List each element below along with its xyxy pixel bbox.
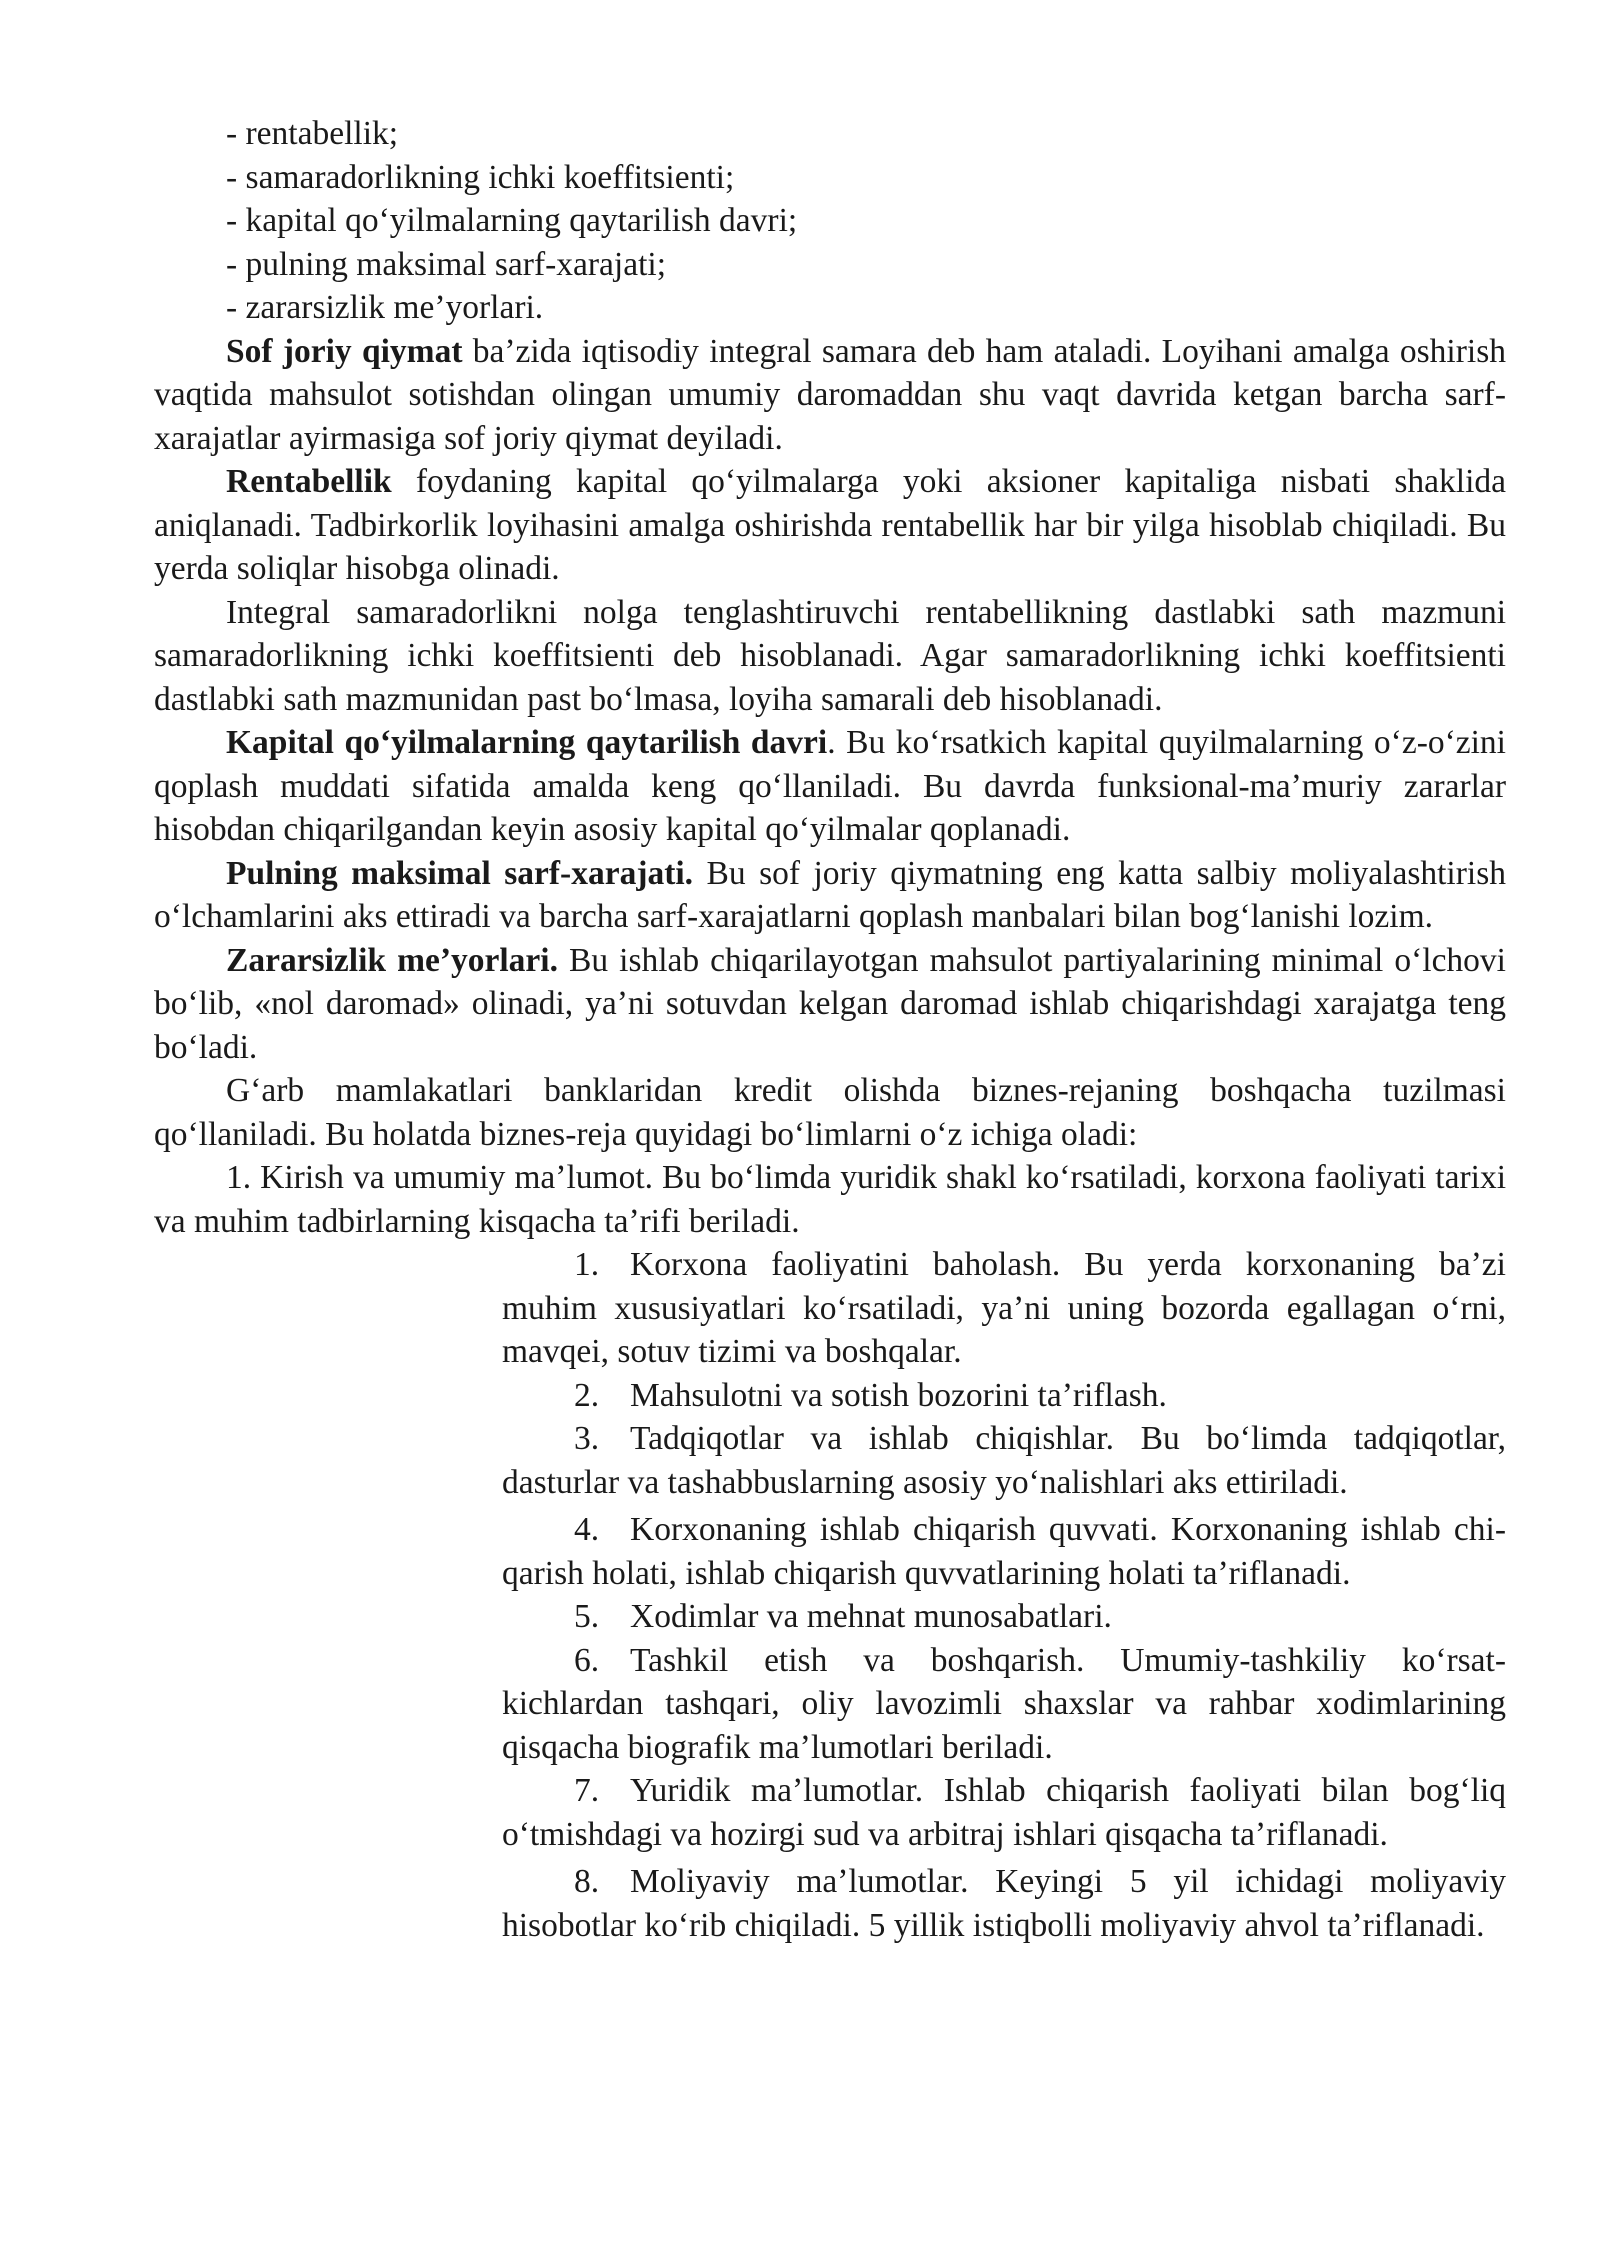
bullet-item: - samaradorlikning ichki koeffitsienti; [226, 158, 735, 196]
term-bold: Pulning maksimal sarf-xarajati. [226, 854, 694, 892]
numbered-item [502, 1417, 1506, 1504]
paragraph-integral: Integral samaradorlikni nolga tenglashtiruvchi rentabellikning dastlabki sath mazmuni samaradorlikning ichki koeffitsienti deb hisoblanadi. Agar samaradorlikning ichki koeffitsienti dastlabki sath mazmunidan past boʻlmasa, loyiha samarali deb hisoblanadi. [154, 593, 1506, 718]
item-number: 6. [574, 1641, 600, 1679]
bullet-item: - pulning maksimal sarf-xarajati; [226, 245, 667, 283]
paragraph-text: . Bu koʻrsatkich kapital quyilmalarning oʻz-oʻzini qoplash muddati sifatida amalda keng qoʻllaniladi. Bu davrda funksional-maʼmuriy zararlar hisobdan chiqarilgandan keyin asosiy kapital qoʻyilmalar qoplanadi. [154, 724, 1506, 848]
item-text: Tashkil etish va boshqarish. Umumiy-tashkiliy koʻrsat-kichlardan tashqari, oliy lavozimli shaxslar va rahbar xodimlarining qisqacha biografik maʼlumotlari beriladi. [502, 1641, 1506, 1766]
bullet-item: - kapital qoʻyilmalarning qaytarilish davri; [226, 202, 798, 239]
numbered-item [502, 1508, 1506, 1595]
item-number: 8. [574, 1863, 600, 1900]
paragraph-kapital [154, 721, 1506, 852]
item-text: Yuridik maʼlumotlar. Ishlab chiqarish faoliyati bilan bogʻliq oʻtmishdagi va hozirgi sud va arbitraj ishlari qisqacha taʼriflanadi. [502, 1772, 1506, 1853]
item-text: Tadqiqotlar va ishlab chiqishlar. Bu boʻlimda tadqiqotlar, dasturlar va tashabbuslarning asosiy yoʻnalishlari aks ettiriladi. [502, 1420, 1506, 1501]
term-bold: Rentabellik [226, 463, 392, 500]
numbered-item [502, 1860, 1506, 1947]
numbered-list [502, 1243, 1506, 1947]
term-bold: Sof joriy qiymat [226, 332, 463, 370]
numbered-item [502, 1769, 1506, 1856]
item-text: Xodimlar va mehnat munosabatlari. [630, 1598, 1112, 1635]
numbered-item [502, 1595, 1506, 1639]
item-number: 4. [574, 1511, 600, 1548]
bullet-item: - zararsizlik meʼyorlari. [226, 289, 544, 326]
paragraph-zararsizlik [154, 939, 1506, 1070]
paragraph-sof-joriy-qiymat [154, 330, 1506, 461]
paragraph-kirish: 1. Kirish va umumiy maʼlumot. Bu boʻlimda yuridik shakl koʻrsatiladi, korxona faoliyati tarixi va muhim tadbirlarning kisqacha taʼrifi beriladi. [154, 1159, 1506, 1240]
numbered-item [502, 1374, 1506, 1418]
item-number: 7. [574, 1772, 600, 1809]
paragraph-rentabellik [154, 460, 1506, 591]
document-page [154, 112, 1506, 1947]
paragraph-pulning [154, 852, 1506, 939]
paragraph-text: foydaning kapital qoʻyilmalarga yoki aksioner kapitaliga nisbati shaklida aniqlanadi. Tadbirkorlik loyihasini amalga oshirishda rentabellik har bir yilga hisoblab chiqiladi. Bu yerda soliqlar hisobga olinadi. [154, 463, 1506, 587]
item-text: Korxona faoliyatini baholash. Bu yerda korxonaning baʼzi muhim xususiyatlari koʻrsatiladi, yaʼni uning bozorda egallagan oʻrni, mavqei, sotuv tizimi va boshqalar. [502, 1246, 1506, 1370]
numbered-item [502, 1243, 1506, 1374]
item-number: 3. [574, 1420, 600, 1457]
item-number: 5. [574, 1598, 600, 1635]
bullet-item: - rentabellik; [226, 115, 399, 152]
item-text: Moliyaviy maʼlumotlar. Keyingi 5 yil ichidagi moliyaviy hisobotlar koʻrib chiqiladi. 5 yillik istiqbolli moliyaviy ahvol taʼriflanadi. [502, 1863, 1506, 1944]
item-number: 1. [574, 1246, 600, 1283]
paragraph-text: Bu ishlab chiqarilayotgan mahsulot partiyalarining minimal oʻlchovi boʻlib, «nol daromad» olinadi, yaʼni sotuvdan kelgan daromad ishlab chiqarishdagi xarajatga teng boʻladi. [154, 941, 1506, 1066]
term-bold: Kapital qoʻyilmalarning qaytarilish davri [226, 724, 828, 761]
paragraph-text: Bu sof joriy qiymatning eng katta salbiy moliyalashtirish oʻlchamlarini aks ettiradi va barcha sarf-xarajatlarni qoplash manbalari bilan bogʻlanishi lozim. [154, 854, 1506, 935]
paragraph-text: baʼzida iqtisodiy integral samara deb ham ataladi. Loyihani amalga oshirish vaqtida mahsulot sotishdan olingan umumiy daromaddan shu vaqt davrida ketgan barcha sarf-xarajatlar ayirmasiga sof joriy qiymat deyiladi. [154, 332, 1506, 457]
paragraph-garb: Gʻarb mamlakatlari banklaridan kredit olishda biznes-rejaning boshqacha tuzilmasi qoʻllaniladi. Bu holatda biznes-reja quyidagi boʻlimlarni oʻz ichiga oladi: [154, 1072, 1506, 1153]
item-text: Korxonaning ishlab chiqarish quvvati. Korxonaning ishlab chi-qarish holati, ishlab chiqarish quvvatlarining holati taʼriflanadi. [502, 1511, 1506, 1592]
numbered-item [502, 1639, 1506, 1770]
term-bold: Zararsizlik meʼyorlari. [226, 941, 558, 979]
item-text: Mahsulotni va sotish bozorini taʼriflash. [630, 1376, 1167, 1414]
item-number: 2. [574, 1376, 600, 1414]
